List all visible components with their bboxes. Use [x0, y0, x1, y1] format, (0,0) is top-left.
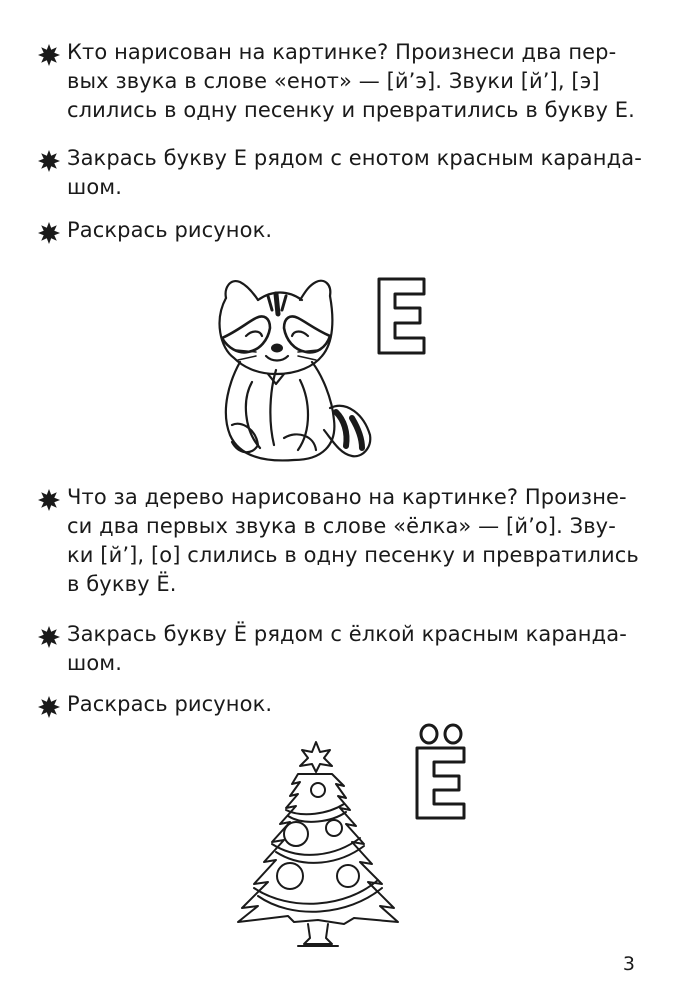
raccoon-illustration — [212, 270, 377, 470]
letter-yo-outline — [414, 722, 470, 822]
page-number: 3 — [622, 953, 635, 975]
instruction-color-letter-yo: Закрась букву Ё рядом с ёлкой красным каранда- шом. — [67, 622, 627, 675]
instruction-tree-sounds: Что за дерево нарисовано на картинке? Произне- си два первых звука в слове «ёлка» — [й’о]. Зву- ки [й’], [о] слились в одну песенку и превратились в букву Ё. — [67, 485, 639, 596]
instruction-color-picture-2: Раскрась рисунок. — [67, 692, 273, 716]
instruction-raccoon-sounds: Кто нарисован на картинке? Произнеси два пер- вых звука в слове «енот» — [й’э]. Звуки [й’], [э] слились в одну песенку и превратились в букву Е. — [67, 40, 635, 122]
instruction-color-letter-e: Закрась букву Е рядом с енотом красным каранда- шом. — [67, 146, 642, 199]
letter-e-outline — [376, 276, 428, 356]
instruction-color-picture-1: Раскрась рисунок. — [67, 218, 273, 242]
christmas-tree-illustration — [228, 736, 408, 951]
